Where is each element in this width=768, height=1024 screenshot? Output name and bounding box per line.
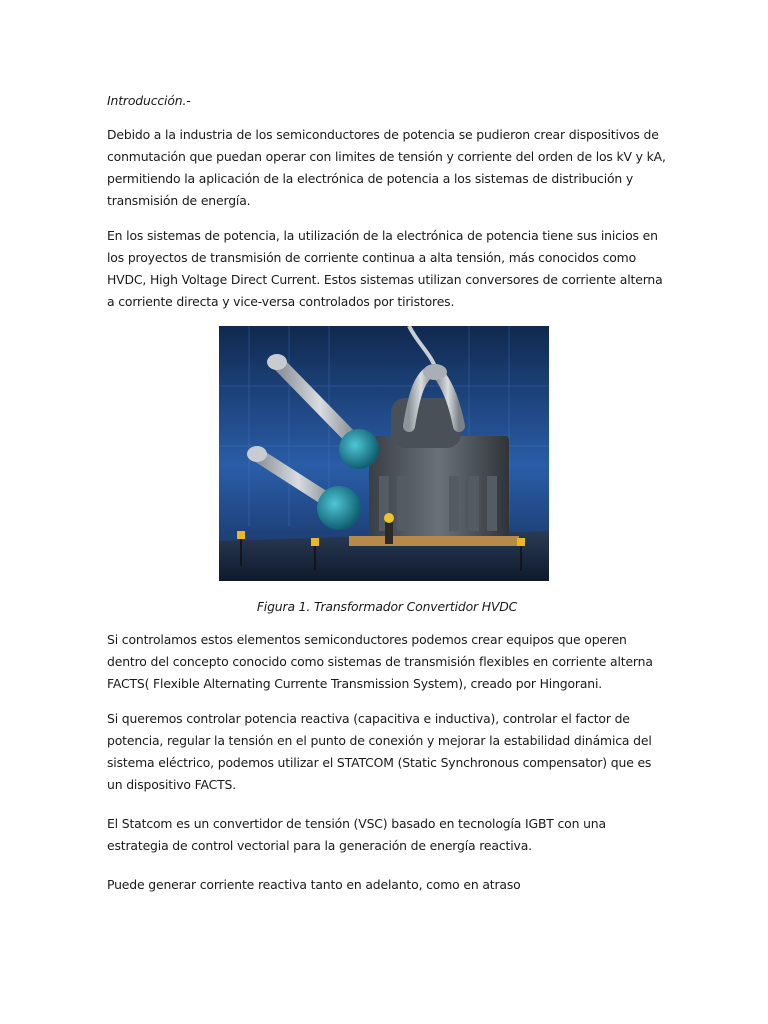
paragraph-2: En los sistemas de potencia, la utilización de la electrónica de potencia tiene sus inicios en los proyectos de transmisión de corriente continua a alta tensión, más conocidos como HVDC, High Voltage Direct Current. Estos sistemas utilizan conversores de corriente alterna a corriente directa y vice-versa controlados por tiristores. [107,228,663,309]
transformer-photo [219,326,549,581]
paragraph-4: Si queremos controlar potencia reactiva (capacitiva e inductiva), controlar el factor de potencia, regular la tensión en el punto de conexión y mejorar la estabilidad dinámica del sistema eléctrico, podemos utilizar el STATCOM (Static Synchronous compensator) que es un dispositivo FACTS. [107,711,652,792]
figure-caption: Figura 1. Transformador Convertidor HVDC [256,599,518,614]
paragraph-5: El Statcom es un convertidor de tensión (VSC) basado en tecnología IGBT con una estrategia de control vectorial para la generación de energía reactiva. [107,816,606,853]
section-heading: Introducción.- [107,93,191,108]
paragraph-3: Si controlamos estos elementos semiconductores podemos crear equipos que operen dentro del concepto conocido como sistemas de transmisión flexibles en corriente alterna FACTS( Flexible Alternating Currente Transmission System), creado por Hingorani. [107,632,653,691]
transformer-illustration [219,326,549,581]
paragraph-6: Puede generar corriente reactiva tanto en adelanto, como en atraso [107,877,521,892]
paragraph-1: Debido a la industria de los semiconductores de potencia se pudieron crear dispositivos de conmutación que puedan operar con limites de tensión y corriente del orden de los kV y kA, permitiendo la aplicación de la electrónica de potencia a los sistemas de distribución y transmisión de energía. [107,127,666,208]
